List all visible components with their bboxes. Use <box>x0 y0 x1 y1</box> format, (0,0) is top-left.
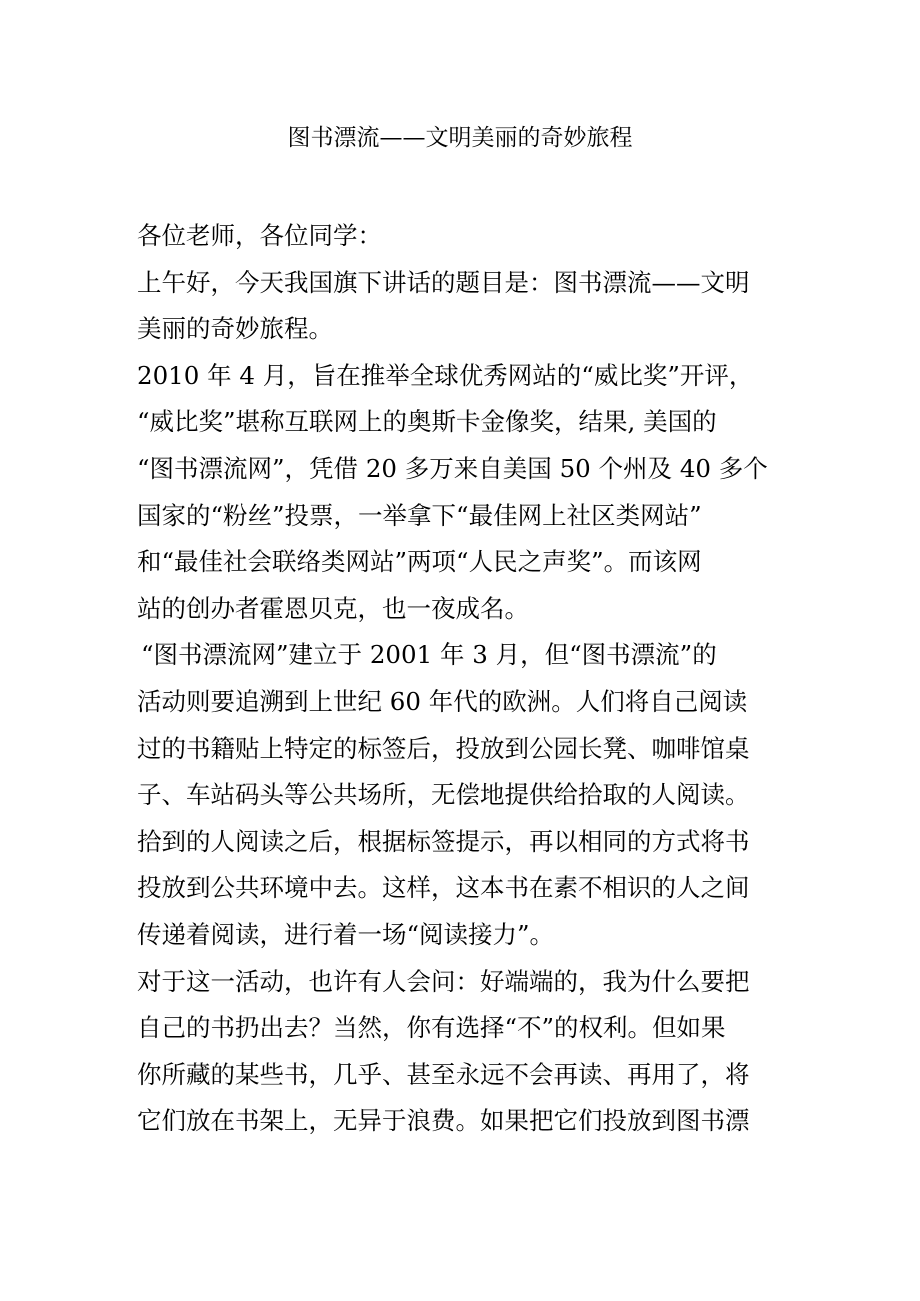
text-line: 子、车站码头等公共场所，无偿地提供给拾取的人阅读。 <box>137 780 750 810</box>
text-line: 站的创办者霍恩贝克，也一夜成名。 <box>137 593 529 623</box>
text-line: 国家的“粉丝”投票，一举拿下“最佳网上社区类网站” <box>137 500 702 530</box>
text-line: 活动则要追溯到上世纪 60 年代的欧洲。人们将自己阅读 <box>137 686 748 716</box>
text-line: 自己的书扔出去？当然，你有选择“不”的权利。但如果 <box>137 1013 726 1043</box>
text-line: “图书漂流网”，凭借 20 多万来自美国 50 个州及 40 多个 <box>137 453 768 483</box>
text-line: 拾到的人阅读之后，根据标签提示，再以相同的方式将书 <box>137 826 750 856</box>
text-line: 2010 年 4 月，旨在推举全球优秀网站的“威比奖”开评， <box>137 360 754 390</box>
document-title: 图书漂流——文明美丽的奇妙旅程 <box>287 125 633 151</box>
text-line: 它们放在书架上，无异于浪费。如果把它们投放到图书漂 <box>137 1106 750 1136</box>
text-line: 上午好，今天我国旗下讲话的题目是：图书漂流——文明 <box>137 267 750 297</box>
text-line: 美丽的奇妙旅程。 <box>137 314 333 344</box>
text-line: 你所藏的某些书，几乎、甚至永远不会再读、再用了，将 <box>137 1059 750 1089</box>
text-line: 过的书籍贴上特定的标签后，投放到公园长凳、咖啡馆桌 <box>137 733 750 763</box>
document-body <box>137 213 787 1145</box>
text-line: “图书漂流网”建立于 2001 年 3 月，但“图书漂流”的 <box>141 640 717 670</box>
text-line: 各位老师，各位同学： <box>137 221 382 250</box>
text-line: 传递着阅读，进行着一场“阅读接力”。 <box>137 919 555 949</box>
text-line: 对于这一活动，也许有人会问：好端端的，我为什么要把 <box>137 966 750 996</box>
text-line: 和“最佳社会联络类网站”两项“人民之声奖”。而该网 <box>137 547 702 577</box>
text-line: “威比奖”堪称互联网上的奥斯卡金像奖，结果, 美国的 <box>137 407 717 437</box>
text-line: 投放到公共环境中去。这样，这本书在素不相识的人之间 <box>137 873 750 903</box>
